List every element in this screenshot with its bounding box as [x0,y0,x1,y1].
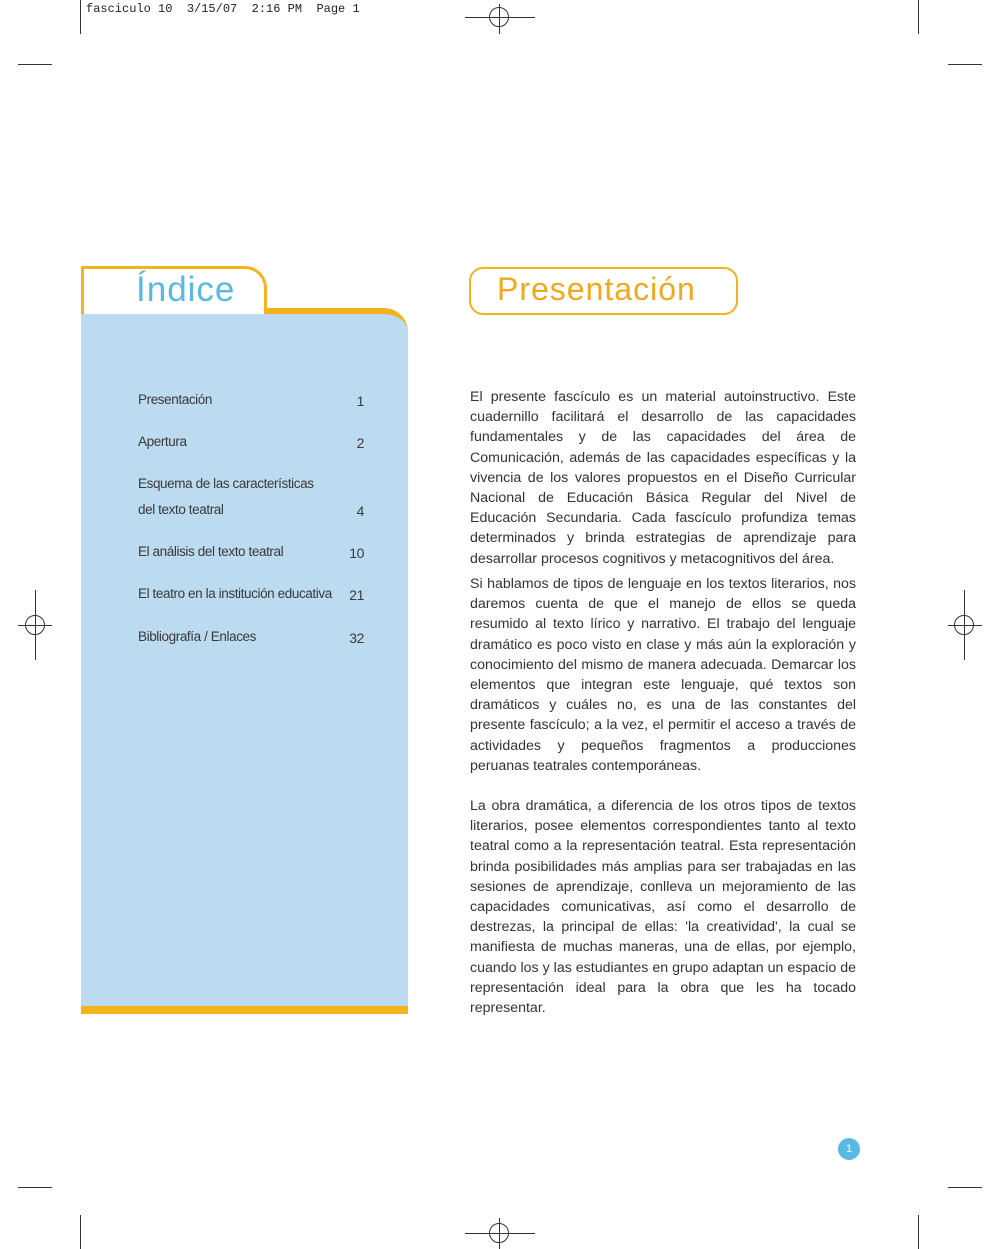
toc-item-label: El análisis del texto teatral [138,544,284,559]
crop-mark [18,64,52,65]
toc-item [138,539,364,565]
toc-item [138,471,364,523]
toc-item [138,581,364,607]
crop-mark [948,1187,982,1188]
toc-item-page: 4 [356,503,364,519]
index-bottom-bar [81,1006,408,1014]
crop-mark [18,1187,52,1188]
toc-item-page: 1 [356,393,364,409]
crop-mark [80,0,81,34]
crop-mark [918,1215,919,1249]
crop-mark [948,64,982,65]
toc-item-label: Presentación [138,392,212,407]
index-title: Índice [136,270,236,309]
index-panel [81,308,408,1014]
page-number: 1 [838,1138,860,1160]
presentation-paragraph: La obra dramática, a diferencia de los otros tipos de textos literarios, posee elementos correspondientes tanto al texto teatral como a la representación teatral. Esta representación brinda posibilidades más amplias para ser trabajadas en las sesiones de aprendizaje, conlleva un mejoramiento de las capacidades comunicativas, así como el desarrollo de destrezas, la principal de ellas: 'la creatividad', la cual se manifiesta de muchas maneras, una de ellas, por ejemplo, cuando los y las estudiantes en grupo adaptan un espacio de representación ideal para la obra que les ha tocado representar. [470,798,856,1017]
toc-item-label: del texto teatral [138,502,224,517]
toc-item [138,429,364,455]
crop-mark [918,0,919,34]
registration-circle [954,615,974,635]
toc-item-label: El teatro en la institución educativa [138,586,332,601]
registration-circle [489,7,509,27]
toc-item-label: Apertura [138,434,187,449]
toc-item [138,624,364,650]
toc-item-label: Esquema de las características [138,476,314,491]
presentation-paragraph: El presente fascículo es un material autoinstructivo. Este cuadernillo facilitará el desarrollo de las capacidades fundamentales y de las capacidades del área de Comunicación, además de las capacidades específicas y la vivencia de los valores propuestos en el Diseño Curricular Nacional de Educación Básica Regular del Nivel de Educación Secundaria. Cada fascículo profundiza temas determinados y brinda estrategias de aprendizaje para desarrollar procesos cognitivos y metacognitivos del área. [470,389,856,567]
registration-circle [489,1223,509,1243]
toc-item [138,387,364,413]
print-slug: fasciculo 10 3/15/07 2:16 PM Page 1 [86,2,360,16]
toc-item-page: 21 [349,587,364,603]
registration-circle [25,615,45,635]
toc-item-page: 2 [356,435,364,451]
toc-item-label: Bibliografía / Enlaces [138,629,257,644]
presentation-title: Presentación [497,271,696,307]
toc-item-page: 32 [349,630,364,646]
toc-item-page: 10 [349,545,364,561]
presentation-paragraph: Si hablamos de tipos de lenguaje en los textos literarios, nos daremos cuenta de que el manejo de ellos se queda resumido al texto lírico y narrativo. El trabajo del lenguaje dramático es poco visto en clase y más aún la exploración y conocimiento del mismo de manera adecuada. Demarcar los elementos que integran este lenguaje, qué textos son dramáticos y cuáles no, es una de las constantes del presente fascículo; a la vez, el permitir el acceso a través de actividades y pequeños fragmentos a producciones peruanas teatrales contemporáneas. [470,576,856,774]
crop-mark [80,1215,81,1249]
